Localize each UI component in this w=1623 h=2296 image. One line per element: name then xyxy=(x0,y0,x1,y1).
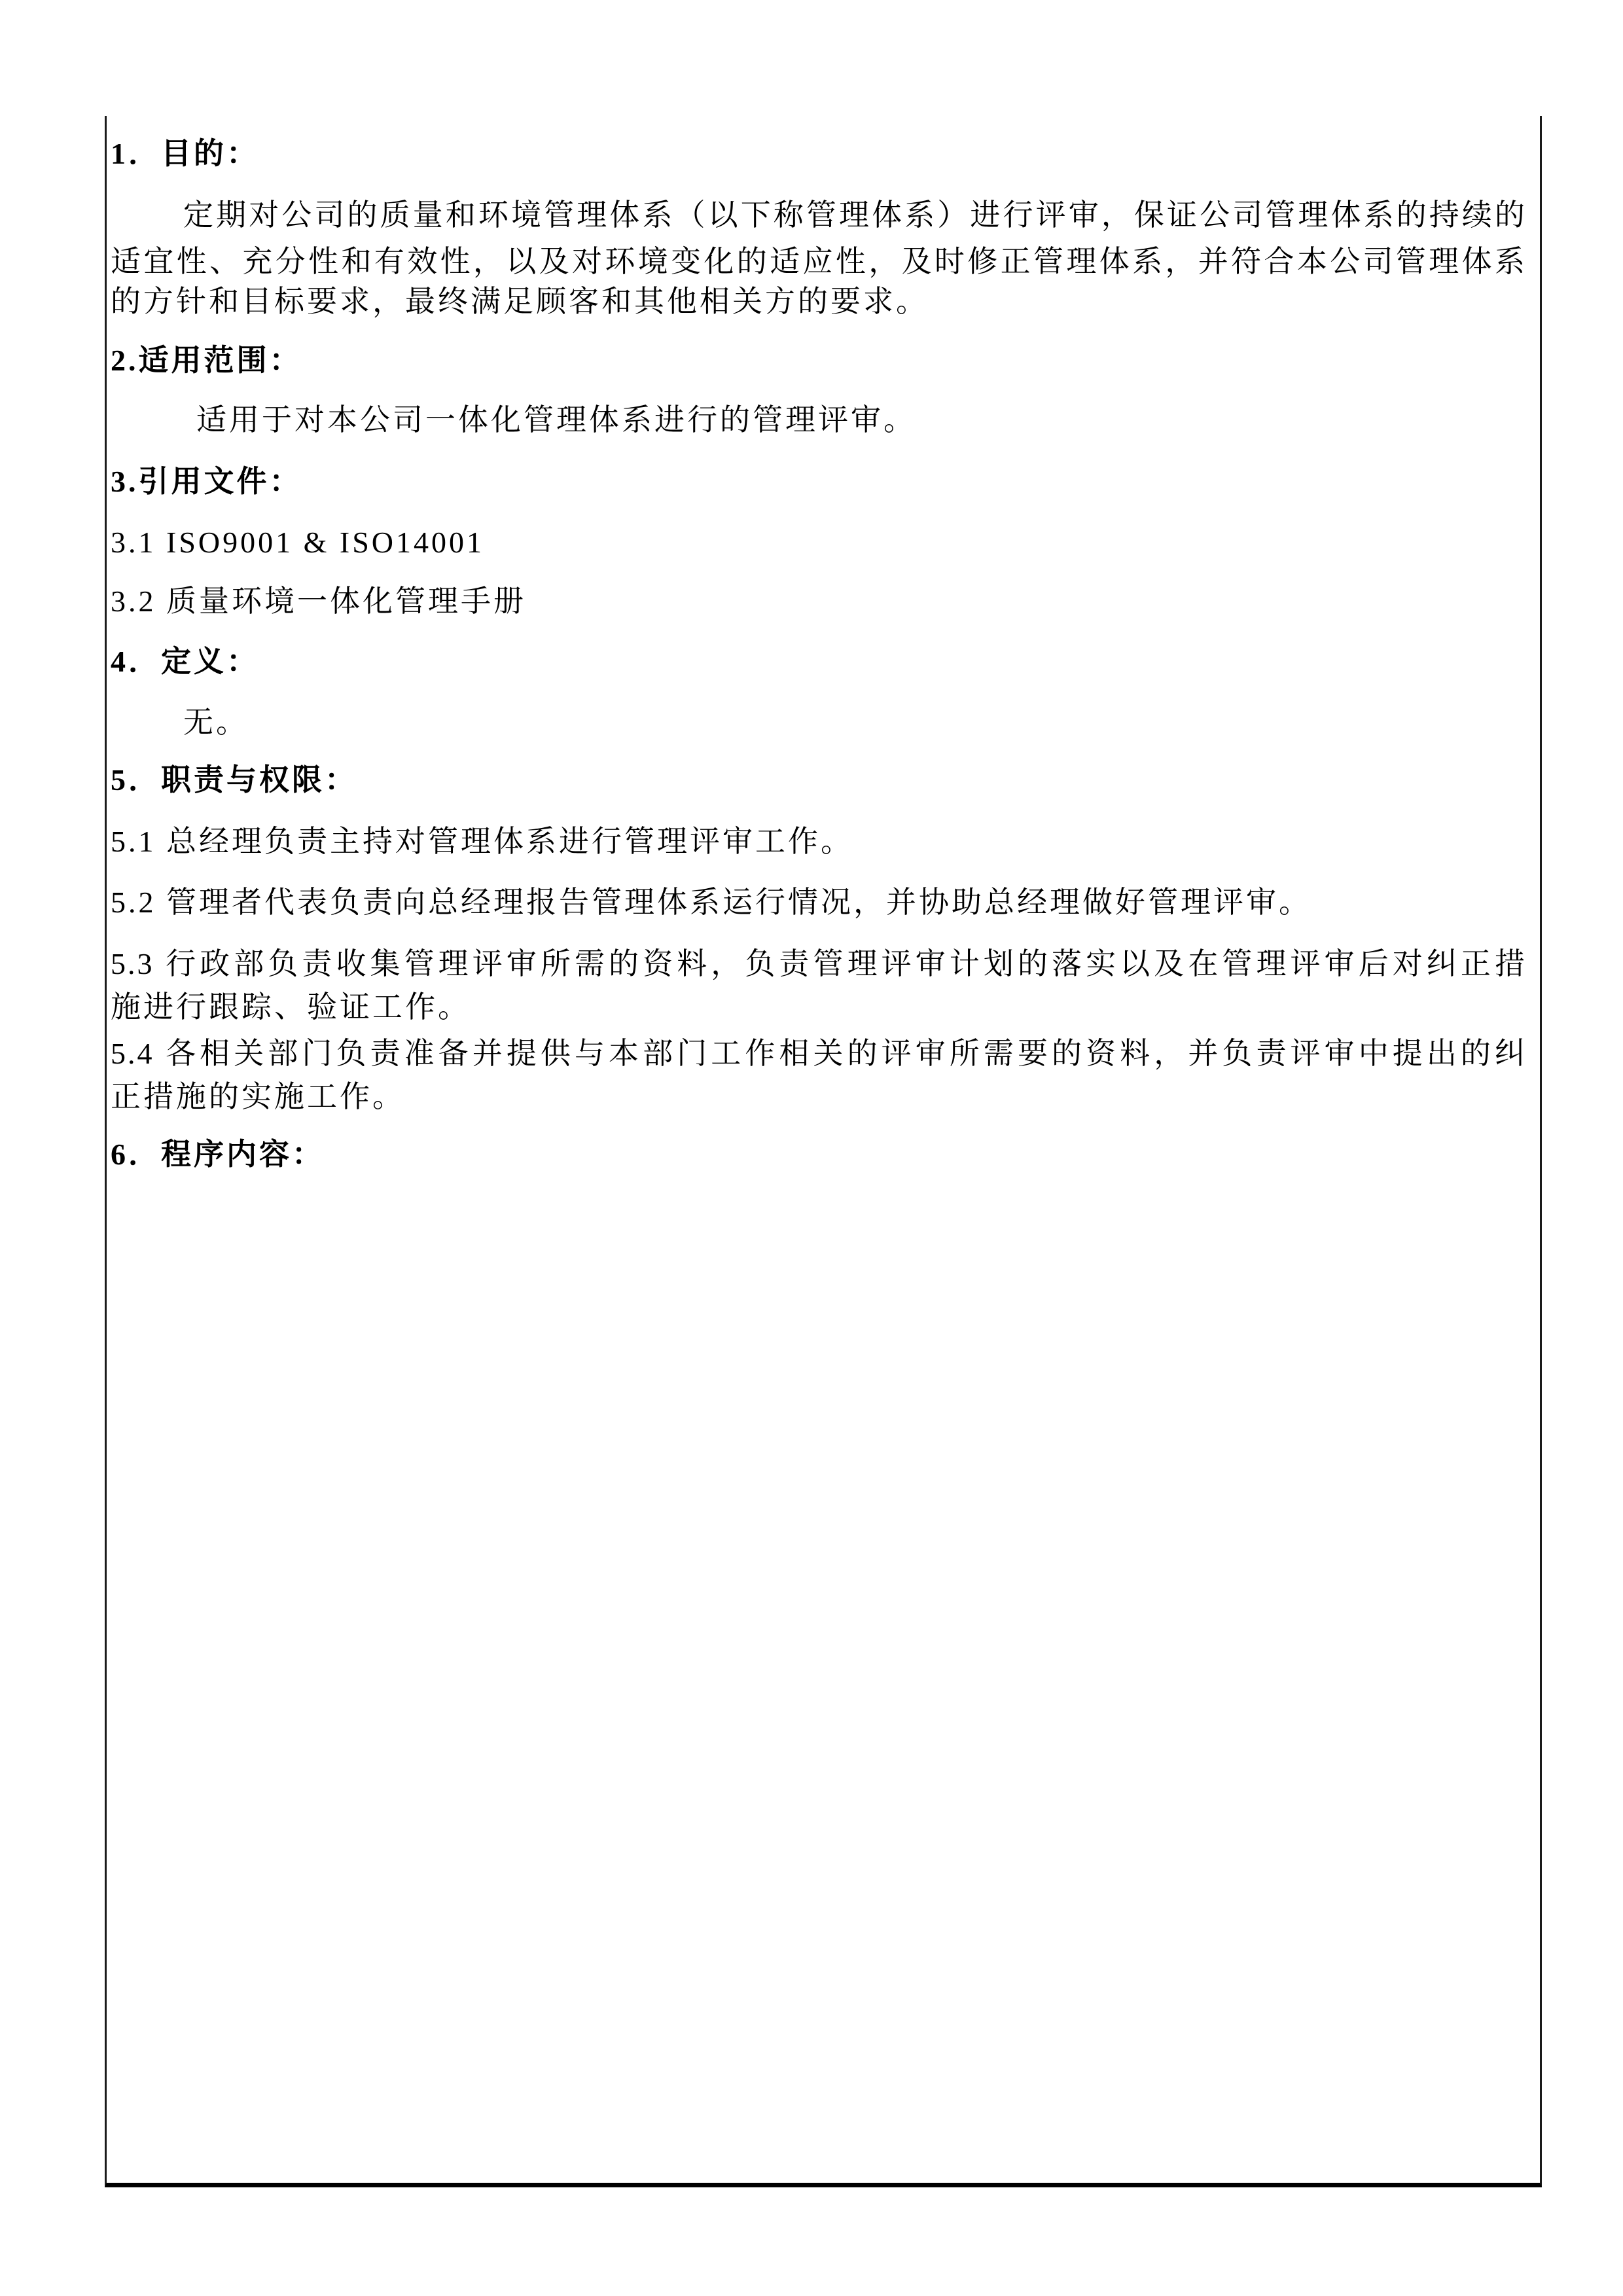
content-box xyxy=(105,116,1542,2187)
section-2-heading: 2.适用范围： xyxy=(111,344,302,377)
section-3-heading: 3.引用文件： xyxy=(111,465,302,498)
section-4-paragraph: 无。 xyxy=(183,706,249,739)
section-1-heading: 1．目的： xyxy=(111,137,259,170)
section-1-paragraph-line-3: 的方针和目标要求，最终满足顾客和其他相关方的要求。 xyxy=(111,285,929,318)
section-3-item-2: 3.2 质量环境一体化管理手册 xyxy=(111,584,526,618)
section-5-item-5-4-line-2: 正措施的实施工作。 xyxy=(111,1080,405,1113)
section-5-item-5-4-line-1: 5.4 各相关部门负责准备并提供与本部门工作相关的评审所需要的资料，并负责评审中提出的纠 xyxy=(111,1037,1527,1070)
section-5-item-5-1: 5.1 总经理负责主持对管理体系进行管理评审工作。 xyxy=(111,825,853,858)
section-1-paragraph-line-2: 适宜性、充分性和有效性，以及对环境变化的适应性，及时修正管理体系，并符合本公司管理体系 xyxy=(111,245,1527,278)
section-5-item-5-3-line-1: 5.3 行政部负责收集管理评审所需的资料，负责管理评审计划的落实以及在管理评审后对纠正措 xyxy=(111,947,1527,980)
section-6-heading: 6．程序内容： xyxy=(111,1138,325,1171)
section-1-paragraph-line-1: 定期对公司的质量和环境管理体系（以下称管理体系）进行评审，保证公司管理体系的持续的 xyxy=(183,198,1527,232)
section-2-paragraph: 适用于对本公司一体化管理体系进行的管理评审。 xyxy=(196,403,916,437)
section-5-item-5-2: 5.2 管理者代表负责向总经理报告管理体系运行情况，并协助总经理做好管理评审。 xyxy=(111,886,1311,919)
section-3-item-1: 3.1 ISO9001 & ISO14001 xyxy=(111,526,485,559)
section-4-heading: 4．定义： xyxy=(111,645,259,678)
section-5-heading: 5．职责与权限： xyxy=(111,763,357,797)
section-5-item-5-3-line-2: 施进行跟踪、验证工作。 xyxy=(111,990,471,1024)
